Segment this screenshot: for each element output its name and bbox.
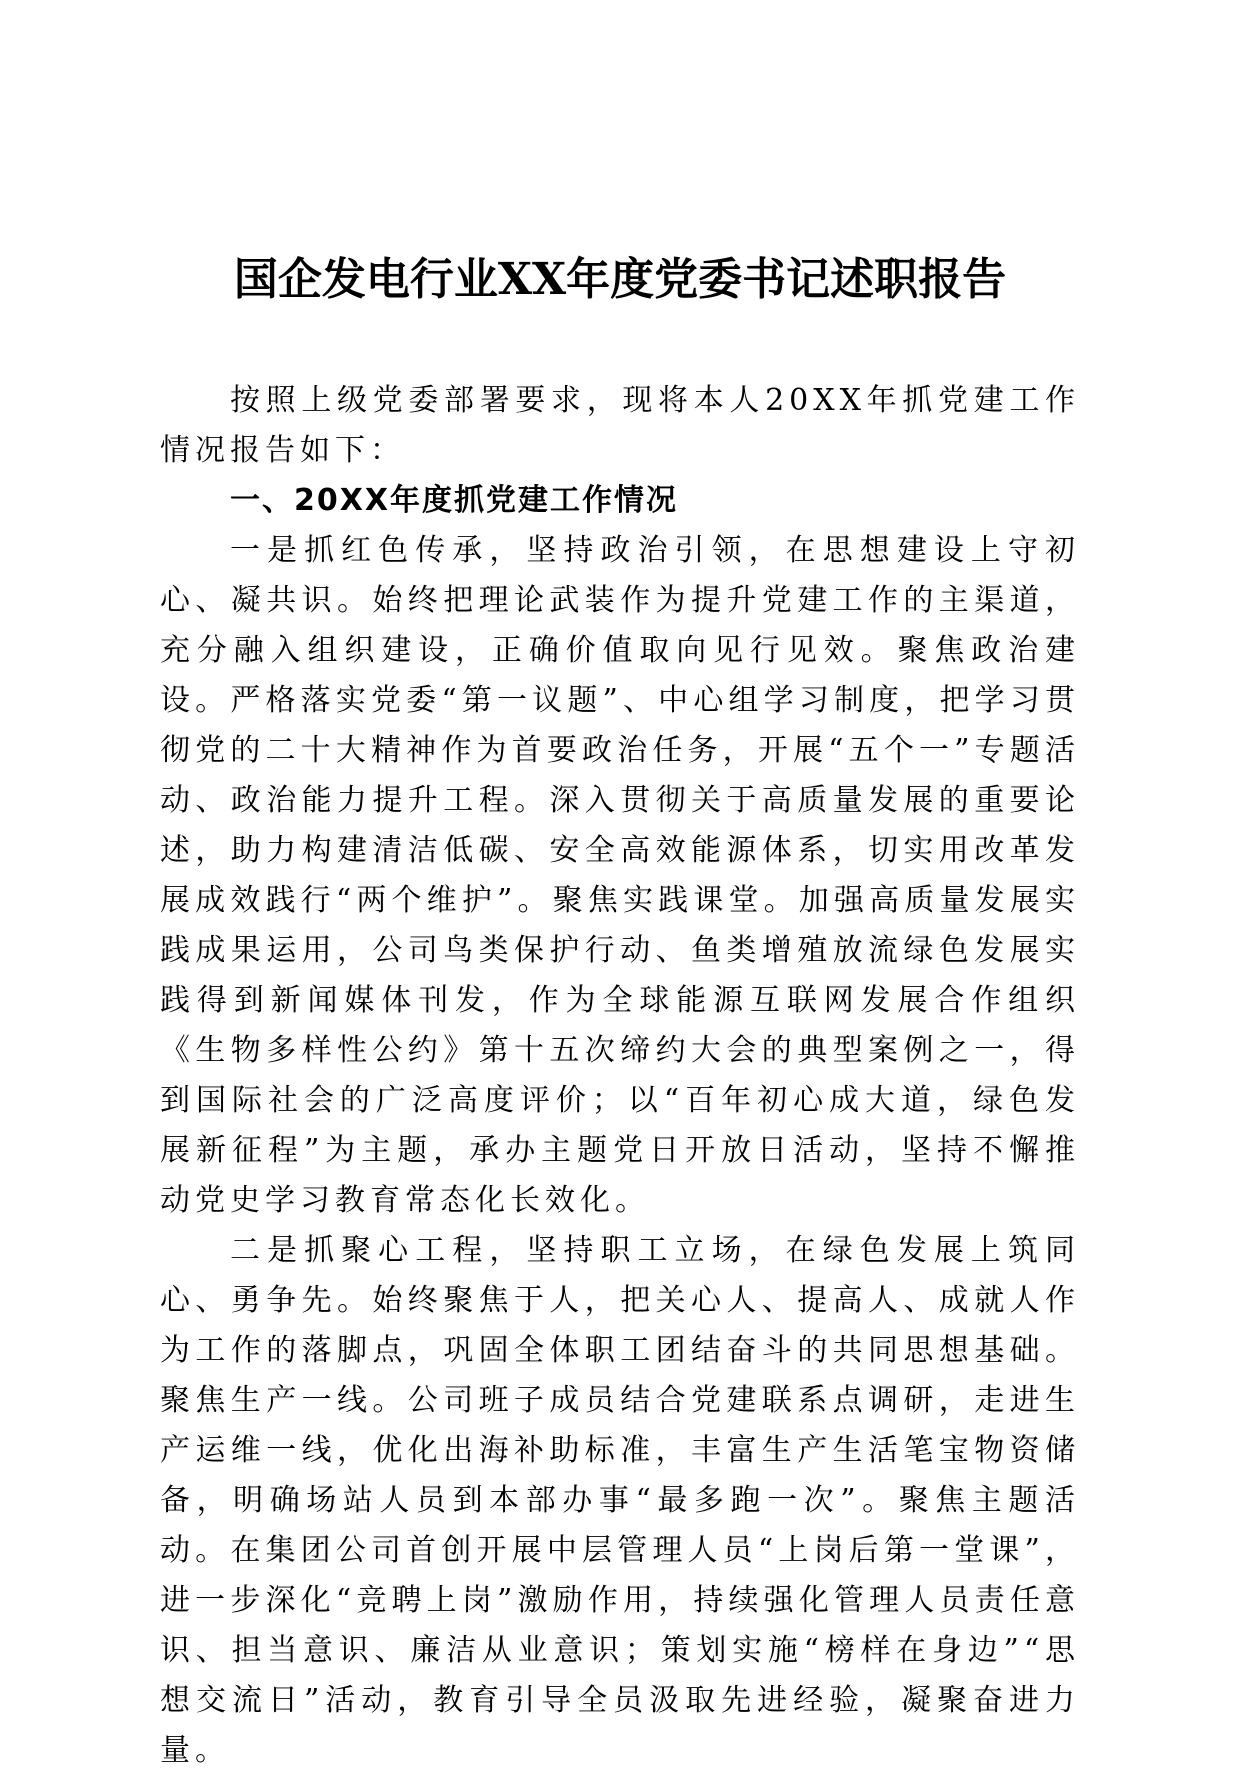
document-body — [160, 376, 1080, 1776]
section-heading: 一、20XX年度抓党建工作情况 — [230, 483, 679, 518]
body-paragraph-2: 二是抓聚心工程，坚持职工立场，在绿色发展上筑同心、勇争先。始终聚焦于人，把关心人、提高人、成就人作为工作的落脚点，巩固全体职工团结奋斗的共同思想基础。聚焦生产一线。公司班子成员结合党建联系点调研，走进生产运维一线，优化出海补助标准，丰富生产生活笔宝物资储备，明确场站人员到本部办事“最多跑一次”。聚焦主题活动。在集团公司首创开展中层管理人员“上岗后第一堂课”，进一步深化“竞聘上岗”激励作用，持续强化管理人员责任意识、担当意识、廉洁从业意识；策划实施“榜样在身边”“思想交流日”活动，教育引导全员汲取先进经验，凝聚奋进力量。 — [160, 1233, 1080, 1768]
body-paragraph-1: 一是抓红色传承，坚持政治引领，在思想建设上守初心、凝共识。始终把理论武装作为提升党建工作的主渠道，充分融入组织建设，正确价值取向见行见效。聚焦政治建设。严格落实党委“第一议题”、中心组学习制度，把学习贯彻党的二十大精神作为首要政治任务，开展“五个一”专题活动、政治能力提升工程。深入贯彻关于高质量发展的重要论述，助力构建清洁低碳、安全高效能源体系，切实用改革发展成效践行“两个维护”。聚焦实践课堂。加强高质量发展实践成果运用，公司鸟类保护行动、鱼类增殖放流绿色发展实践得到新闻媒体刊发，作为全球能源互联网发展合作组织《生物多样性公约》第十五次缔约大会的典型案例之一，得到国际社会的广泛高度评价；以“百年初心成大道，绿色发展新征程”为主题，承办主题党日开放日活动，坚持不懈推动党史学习教育常态化长效化。 — [160, 533, 1080, 1218]
intro-paragraph: 按照上级党委部署要求，现将本人20XX年抓党建工作情况报告如下： — [160, 383, 1080, 468]
document-title: 国企发电行业XX年度党委书记述职报告 — [233, 254, 1007, 305]
